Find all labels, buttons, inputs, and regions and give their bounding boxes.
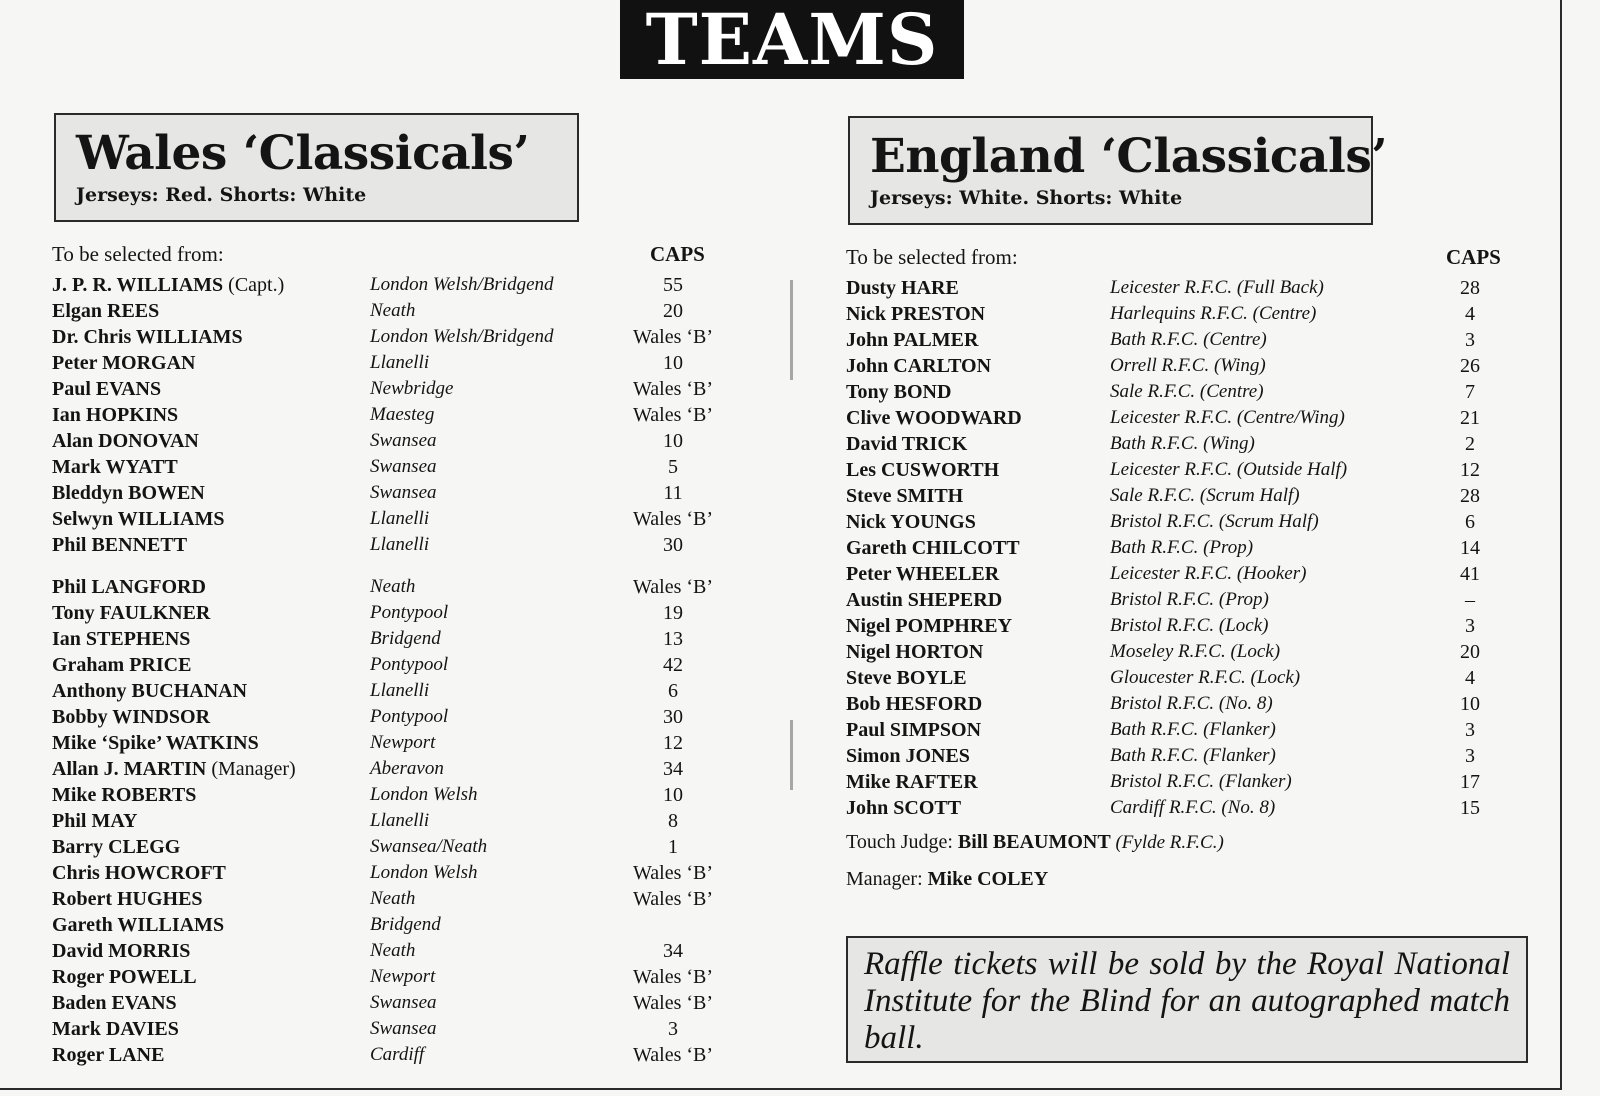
player-row bbox=[846, 483, 1546, 509]
player-name bbox=[52, 532, 187, 558]
player-name-text: Nick YOUNGS bbox=[846, 511, 976, 533]
player-caps: 15 bbox=[1460, 797, 1480, 819]
player-row bbox=[52, 600, 752, 626]
player-name-text: Les CUSWORTH bbox=[846, 459, 1000, 481]
player-row bbox=[52, 506, 752, 532]
player-caps: 7 bbox=[1465, 381, 1475, 403]
player-name-text: Barry CLEGG bbox=[52, 836, 181, 858]
player-club: Swansea bbox=[370, 430, 437, 451]
player-row bbox=[52, 574, 752, 600]
player-club: London Welsh bbox=[370, 784, 478, 805]
player-name bbox=[846, 639, 983, 665]
player-name-text: Ian HOPKINS bbox=[52, 404, 179, 426]
player-row bbox=[846, 795, 1546, 821]
player-row bbox=[52, 480, 752, 506]
player-row bbox=[846, 769, 1546, 795]
raffle-notice-text: Raffle tickets will be sold by the Royal National Institute for the Blind for an autographed match ball. bbox=[864, 946, 1510, 1056]
player-name-text: John CARLTON bbox=[846, 355, 992, 377]
player-row bbox=[846, 717, 1546, 743]
player-club: Cardiff R.F.C. (No. 8) bbox=[1110, 797, 1276, 818]
player-caps: 41 bbox=[1460, 563, 1480, 585]
player-name-text: Paul EVANS bbox=[52, 378, 162, 400]
player-name bbox=[52, 886, 203, 912]
player-caps: 55 bbox=[663, 274, 683, 296]
player-club: Bath R.F.C. (Prop) bbox=[1110, 537, 1254, 558]
player-club: Leicester R.F.C. (Outside Half) bbox=[1110, 459, 1348, 480]
player-name bbox=[846, 587, 1002, 613]
player-name bbox=[52, 574, 206, 600]
player-caps: 10 bbox=[663, 352, 683, 374]
england-title: England ‘Classicals’ bbox=[870, 129, 1388, 184]
player-name bbox=[52, 808, 137, 834]
player-club: Swansea/Neath bbox=[370, 836, 488, 857]
england-kit: Jerseys: White. Shorts: White bbox=[870, 187, 1183, 209]
player-caps: 3 bbox=[1465, 719, 1475, 741]
player-name bbox=[52, 454, 178, 480]
player-name-text: John SCOTT bbox=[846, 797, 962, 819]
player-name bbox=[52, 938, 190, 964]
player-row bbox=[846, 535, 1546, 561]
player-club: London Welsh/Bridgend bbox=[370, 274, 554, 295]
player-name-text: Steve SMITH bbox=[846, 485, 964, 507]
player-caps: Wales ‘B’ bbox=[632, 966, 714, 988]
player-name-text: Tony BOND bbox=[846, 381, 952, 403]
player-name-text: J. P. R. WILLIAMS bbox=[52, 274, 224, 296]
player-row bbox=[52, 860, 752, 886]
player-caps: 30 bbox=[663, 534, 683, 556]
player-name bbox=[846, 769, 978, 795]
player-club: Bath R.F.C. (Flanker) bbox=[1110, 745, 1276, 766]
player-name-text: Gareth CHILCOTT bbox=[846, 537, 1020, 559]
player-name-text: Anthony BUCHANAN bbox=[52, 680, 248, 702]
player-name bbox=[52, 626, 190, 652]
player-caps: 6 bbox=[668, 680, 678, 702]
player-name bbox=[52, 600, 210, 626]
player-club: Sale R.F.C. (Scrum Half) bbox=[1110, 485, 1300, 506]
wales-player-list bbox=[52, 272, 752, 1068]
player-caps: Wales ‘B’ bbox=[632, 992, 714, 1014]
player-club: Llanelli bbox=[370, 534, 430, 555]
player-caps: 30 bbox=[663, 706, 683, 728]
player-name-text: Nigel HORTON bbox=[846, 641, 984, 663]
player-name-text: John PALMER bbox=[846, 329, 979, 351]
player-name bbox=[52, 860, 226, 886]
manager-name: Mike COLEY bbox=[927, 868, 1049, 890]
player-club: Leicester R.F.C. (Centre/Wing) bbox=[1110, 407, 1345, 428]
player-name-text: David TRICK bbox=[846, 433, 968, 455]
player-name-text: Mike RAFTER bbox=[846, 771, 978, 793]
player-name-text: Chris HOWCROFT bbox=[52, 862, 226, 884]
player-row bbox=[52, 834, 752, 860]
player-row bbox=[846, 665, 1546, 691]
player-name-text: Elgan REES bbox=[52, 300, 160, 322]
player-row bbox=[52, 990, 752, 1016]
player-row bbox=[52, 912, 752, 938]
player-name-text: David MORRIS bbox=[52, 940, 191, 962]
player-club: Maesteg bbox=[370, 404, 435, 425]
player-club: Bath R.F.C. (Flanker) bbox=[1110, 719, 1276, 740]
player-caps: – bbox=[1465, 589, 1475, 611]
player-name-text: Steve BOYLE bbox=[846, 667, 967, 689]
player-caps: 34 bbox=[663, 940, 683, 962]
player-club: Newport bbox=[370, 732, 436, 753]
player-name bbox=[846, 691, 982, 717]
player-club: Llanelli bbox=[370, 680, 430, 701]
player-club: Bath R.F.C. (Centre) bbox=[1110, 329, 1267, 350]
player-name-text: Nigel POMPHREY bbox=[846, 615, 1013, 637]
player-row bbox=[52, 756, 752, 782]
player-name bbox=[846, 405, 1022, 431]
raffle-notice-box bbox=[846, 936, 1528, 1063]
player-row bbox=[52, 298, 752, 324]
player-name bbox=[846, 665, 967, 691]
player-caps: 21 bbox=[1460, 407, 1480, 429]
player-name bbox=[846, 457, 999, 483]
player-name-text: Selwyn WILLIAMS bbox=[52, 508, 225, 530]
player-name bbox=[52, 272, 284, 298]
player-caps: 10 bbox=[663, 784, 683, 806]
player-caps: 5 bbox=[668, 456, 678, 478]
player-name bbox=[52, 506, 224, 532]
player-club: Pontypool bbox=[370, 602, 449, 623]
player-row bbox=[52, 350, 752, 376]
player-caps: 28 bbox=[1460, 277, 1480, 299]
wales-header-box bbox=[54, 113, 579, 222]
player-row bbox=[52, 886, 752, 912]
player-name-text: Alan DONOVAN bbox=[52, 430, 199, 452]
player-club: Aberavon bbox=[370, 758, 444, 779]
player-row bbox=[52, 626, 752, 652]
player-name-text: Roger POWELL bbox=[52, 966, 197, 988]
player-caps: Wales ‘B’ bbox=[632, 508, 714, 530]
player-caps: 4 bbox=[1465, 303, 1475, 325]
player-club: Bristol R.F.C. (Flanker) bbox=[1110, 771, 1292, 792]
player-club: Orrell R.F.C. (Wing) bbox=[1110, 355, 1266, 376]
player-row bbox=[846, 431, 1546, 457]
fold-mark bbox=[790, 280, 793, 380]
player-row bbox=[52, 272, 752, 298]
player-caps: 17 bbox=[1460, 771, 1480, 793]
touch-judge-line bbox=[846, 831, 1224, 854]
player-club: Swansea bbox=[370, 456, 437, 477]
player-name bbox=[52, 1016, 179, 1042]
player-row bbox=[846, 691, 1546, 717]
player-club: Bristol R.F.C. (Lock) bbox=[1110, 615, 1269, 636]
player-name-text: Robert HUGHES bbox=[52, 888, 203, 910]
player-caps: 1 bbox=[668, 836, 678, 858]
player-caps: 6 bbox=[1465, 511, 1475, 533]
player-row bbox=[52, 1042, 752, 1068]
player-name bbox=[52, 402, 178, 428]
player-row bbox=[52, 782, 752, 808]
player-role-note: (Manager) bbox=[206, 758, 296, 780]
player-club: Swansea bbox=[370, 1018, 437, 1039]
player-club: Llanelli bbox=[370, 508, 430, 529]
player-name bbox=[52, 428, 199, 454]
player-row bbox=[846, 379, 1546, 405]
player-club: Gloucester R.F.C. (Lock) bbox=[1110, 667, 1301, 688]
player-club: Moseley R.F.C. (Lock) bbox=[1110, 641, 1281, 662]
player-name-text: Bobby WINDSOR bbox=[52, 706, 211, 728]
player-name bbox=[846, 431, 967, 457]
player-name bbox=[846, 717, 981, 743]
player-caps: 26 bbox=[1460, 355, 1480, 377]
player-caps: 20 bbox=[663, 300, 683, 322]
player-row bbox=[52, 1016, 752, 1042]
player-club: Bath R.F.C. (Wing) bbox=[1110, 433, 1255, 454]
player-name-text: Peter WHEELER bbox=[846, 563, 1000, 585]
player-caps: Wales ‘B’ bbox=[632, 326, 714, 348]
player-row bbox=[52, 652, 752, 678]
player-name-text: Phil LANGFORD bbox=[52, 576, 206, 598]
player-caps: 11 bbox=[663, 482, 683, 504]
player-name-text: Mike ‘Spike’ WATKINS bbox=[52, 732, 259, 754]
player-caps: 42 bbox=[663, 654, 683, 676]
player-club: London Welsh/Bridgend bbox=[370, 326, 554, 347]
player-club: Bridgend bbox=[370, 628, 441, 649]
player-name-text: Gareth WILLIAMS bbox=[52, 914, 225, 936]
player-row bbox=[846, 613, 1546, 639]
player-club: Llanelli bbox=[370, 352, 430, 373]
player-name bbox=[846, 327, 978, 353]
player-caps: 3 bbox=[1465, 615, 1475, 637]
player-name-text: Peter MORGAN bbox=[52, 352, 196, 374]
player-club: Pontypool bbox=[370, 654, 449, 675]
wales-kit: Jerseys: Red. Shorts: White bbox=[76, 184, 367, 206]
player-name-text: Dusty HARE bbox=[846, 277, 959, 299]
player-club: Leicester R.F.C. (Full Back) bbox=[1110, 277, 1324, 298]
player-club: Swansea bbox=[370, 482, 437, 503]
player-club: Neath bbox=[370, 888, 416, 909]
england-select-label: To be selected from: bbox=[846, 245, 1018, 269]
manager-label: Manager: bbox=[846, 868, 928, 890]
player-row bbox=[846, 639, 1546, 665]
player-name bbox=[52, 298, 159, 324]
player-name-text: Baden EVANS bbox=[52, 992, 177, 1014]
player-caps: 34 bbox=[663, 758, 683, 780]
player-caps: 12 bbox=[1460, 459, 1480, 481]
player-row bbox=[52, 964, 752, 990]
teams-banner: TEAMS bbox=[620, 0, 964, 79]
player-club: Llanelli bbox=[370, 810, 430, 831]
player-caps: 3 bbox=[1465, 329, 1475, 351]
player-row bbox=[52, 428, 752, 454]
player-name bbox=[52, 350, 195, 376]
player-row bbox=[52, 678, 752, 704]
player-caps: 4 bbox=[1465, 667, 1475, 689]
player-name-text: Roger LANE bbox=[52, 1044, 165, 1066]
player-row bbox=[52, 938, 752, 964]
player-caps: 20 bbox=[1460, 641, 1480, 663]
player-row bbox=[52, 808, 752, 834]
player-row bbox=[52, 324, 752, 350]
player-name bbox=[846, 613, 1012, 639]
player-row bbox=[52, 730, 752, 756]
player-club: Neath bbox=[370, 300, 416, 321]
player-name bbox=[846, 509, 976, 535]
player-row bbox=[846, 405, 1546, 431]
player-caps: Wales ‘B’ bbox=[632, 888, 714, 910]
player-name-text: Mark WYATT bbox=[52, 456, 178, 478]
player-row bbox=[846, 457, 1546, 483]
player-name bbox=[52, 704, 210, 730]
england-caps-header: CAPS bbox=[1446, 245, 1501, 269]
player-club: Neath bbox=[370, 940, 416, 961]
player-name bbox=[52, 834, 180, 860]
player-club: Pontypool bbox=[370, 706, 449, 727]
wales-select-label: To be selected from: bbox=[52, 242, 224, 266]
player-role-note: (Capt.) bbox=[223, 274, 285, 296]
player-row bbox=[846, 275, 1546, 301]
player-name-text: Clive WOODWARD bbox=[846, 407, 1022, 429]
player-name bbox=[846, 795, 961, 821]
player-club: Swansea bbox=[370, 992, 437, 1013]
player-name-text: Simon JONES bbox=[846, 745, 970, 767]
player-name-text: Nick PRESTON bbox=[846, 303, 986, 325]
player-name-text: Graham PRICE bbox=[52, 654, 192, 676]
player-name bbox=[846, 535, 1020, 561]
player-name bbox=[846, 275, 959, 301]
touch-judge-name: Bill BEAUMONT bbox=[957, 831, 1111, 853]
player-name bbox=[52, 756, 296, 782]
wales-title: Wales ‘Classicals’ bbox=[76, 126, 530, 181]
player-row bbox=[846, 327, 1546, 353]
player-row bbox=[846, 561, 1546, 587]
wales-caps-header: CAPS bbox=[650, 242, 705, 266]
touch-judge-label: Touch Judge: bbox=[846, 831, 958, 853]
player-name bbox=[52, 376, 161, 402]
player-club: Newbridge bbox=[370, 378, 454, 399]
player-club: London Welsh bbox=[370, 862, 478, 883]
player-row bbox=[846, 509, 1546, 535]
player-name bbox=[52, 324, 243, 350]
player-name bbox=[52, 652, 191, 678]
player-name bbox=[846, 561, 999, 587]
player-club: Bristol R.F.C. (No. 8) bbox=[1110, 693, 1273, 714]
player-name bbox=[52, 964, 197, 990]
player-row bbox=[846, 743, 1546, 769]
player-caps: Wales ‘B’ bbox=[632, 378, 714, 400]
touch-judge-club: (Fylde R.F.C.) bbox=[1110, 832, 1224, 853]
player-caps: 8 bbox=[668, 810, 678, 832]
player-name-text: Allan J. MARTIN bbox=[52, 758, 207, 780]
manager-line bbox=[846, 868, 1048, 891]
player-name-text: Paul SIMPSON bbox=[846, 719, 982, 741]
player-caps: 19 bbox=[663, 602, 683, 624]
player-row bbox=[52, 376, 752, 402]
england-header-box bbox=[848, 116, 1388, 225]
player-row bbox=[52, 454, 752, 480]
player-club: Bridgend bbox=[370, 914, 441, 935]
player-name bbox=[846, 301, 985, 327]
player-caps: 3 bbox=[668, 1018, 678, 1040]
player-row bbox=[52, 532, 752, 558]
player-name bbox=[52, 990, 177, 1016]
player-caps: 13 bbox=[663, 628, 683, 650]
player-row bbox=[846, 587, 1546, 613]
england-player-list bbox=[846, 275, 1546, 821]
player-name bbox=[846, 743, 970, 769]
fold-mark bbox=[790, 720, 793, 790]
player-name bbox=[846, 353, 991, 379]
player-name bbox=[52, 480, 205, 506]
player-club: Bristol R.F.C. (Prop) bbox=[1110, 589, 1269, 610]
player-name bbox=[52, 678, 247, 704]
player-club: Neath bbox=[370, 576, 416, 597]
player-name-text: Phil MAY bbox=[52, 810, 138, 832]
player-club: Leicester R.F.C. (Hooker) bbox=[1110, 563, 1307, 584]
player-caps: Wales ‘B’ bbox=[632, 862, 714, 884]
player-name-text: Tony FAULKNER bbox=[52, 602, 211, 624]
player-name-text: Dr. Chris WILLIAMS bbox=[52, 326, 243, 348]
player-name-text: Austin SHEPERD bbox=[846, 589, 1003, 611]
player-name-text: Mark DAVIES bbox=[52, 1018, 179, 1040]
player-name bbox=[846, 483, 963, 509]
player-club: Newport bbox=[370, 966, 436, 987]
player-row bbox=[846, 353, 1546, 379]
player-caps: 2 bbox=[1465, 433, 1475, 455]
player-caps: Wales ‘B’ bbox=[632, 404, 714, 426]
player-row bbox=[52, 402, 752, 428]
player-club: Harlequins R.F.C. (Centre) bbox=[1110, 303, 1317, 324]
player-name bbox=[846, 379, 951, 405]
player-name bbox=[52, 730, 259, 756]
player-name bbox=[52, 782, 196, 808]
player-name-text: Mike ROBERTS bbox=[52, 784, 197, 806]
player-name bbox=[52, 912, 224, 938]
player-club: Bristol R.F.C. (Scrum Half) bbox=[1110, 511, 1319, 532]
player-caps: 3 bbox=[1465, 745, 1475, 767]
player-row bbox=[52, 704, 752, 730]
player-caps: 12 bbox=[663, 732, 683, 754]
player-caps: 10 bbox=[1460, 693, 1480, 715]
player-name-text: Bleddyn BOWEN bbox=[52, 482, 205, 504]
player-name-text: Phil BENNETT bbox=[52, 534, 188, 556]
player-name-text: Ian STEPHENS bbox=[52, 628, 191, 650]
player-name-text: Bob HESFORD bbox=[846, 693, 983, 715]
player-club: Cardiff bbox=[370, 1044, 425, 1065]
player-caps: 14 bbox=[1460, 537, 1480, 559]
player-row bbox=[846, 301, 1546, 327]
player-caps: 10 bbox=[663, 430, 683, 452]
player-name bbox=[52, 1042, 164, 1068]
player-caps: Wales ‘B’ bbox=[632, 1044, 714, 1066]
player-caps: 28 bbox=[1460, 485, 1480, 507]
player-caps: Wales ‘B’ bbox=[632, 576, 714, 598]
player-club: Sale R.F.C. (Centre) bbox=[1110, 381, 1264, 402]
